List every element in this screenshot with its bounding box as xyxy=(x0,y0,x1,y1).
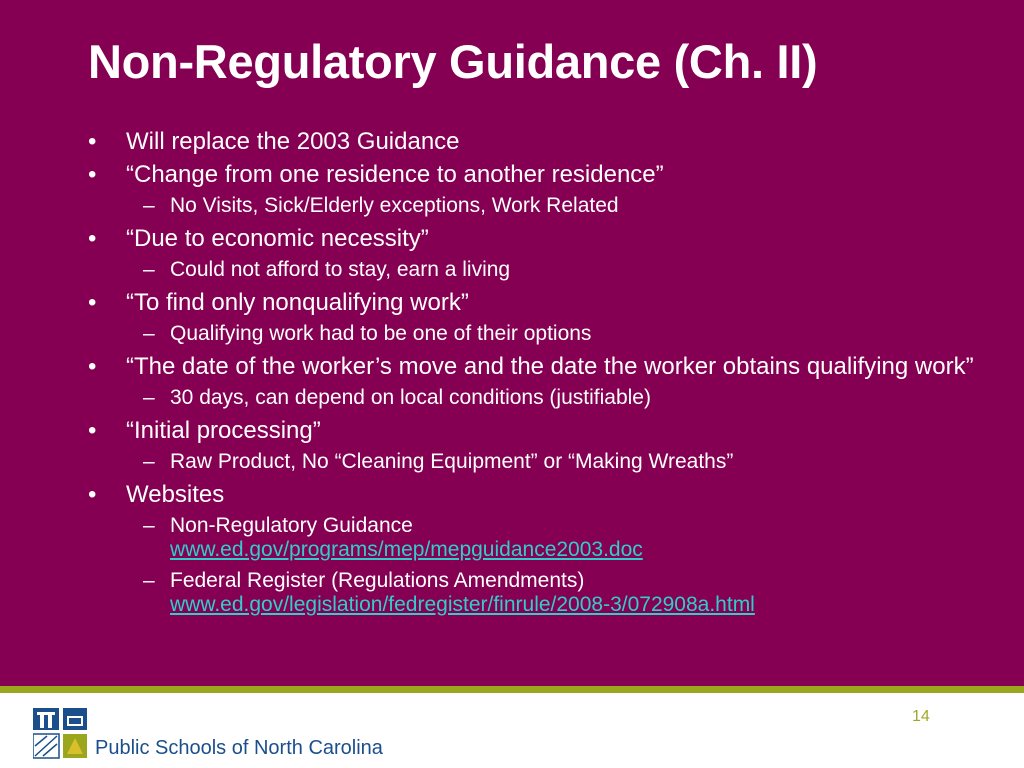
bullet-marker: • xyxy=(88,289,97,316)
bullet-item xyxy=(88,225,988,252)
website-item xyxy=(88,569,988,617)
sub-bullet-marker: – xyxy=(143,386,155,409)
website-item xyxy=(88,514,988,562)
guidance-link[interactable]: www.ed.gov/programs/mep/mepguidance2003.doc xyxy=(170,538,643,561)
bullet-text: “The date of the worker’s move and the date the worker obtains qualifying work” xyxy=(126,353,974,380)
bullet-item xyxy=(88,128,988,155)
federal-register-link[interactable]: www.ed.gov/legislation/fedregister/finrule/2008-3/072908a.html xyxy=(170,593,755,616)
slide-title: Non-Regulatory Guidance (Ch. II) xyxy=(88,35,818,88)
bullet-text: Will replace the 2003 Guidance xyxy=(126,128,460,155)
sub-bullet-marker: – xyxy=(143,194,155,217)
bullet-text: Websites xyxy=(126,481,225,508)
bullet-marker: • xyxy=(88,225,97,252)
bullet-item xyxy=(88,417,988,444)
bullet-text: “Change from one residence to another residence” xyxy=(126,161,664,188)
org-name: Public Schools of North Carolina xyxy=(95,737,383,759)
footer-band xyxy=(0,686,1024,693)
bullet-marker: • xyxy=(88,161,97,188)
sub-bullet-item xyxy=(88,386,988,410)
bullet-item xyxy=(88,353,988,380)
sub-bullet-text: 30 days, can depend on local conditions (justifiable) xyxy=(170,386,651,409)
bullet-list xyxy=(88,128,988,624)
page-number: 14 xyxy=(912,708,930,725)
sub-bullet-item xyxy=(88,450,988,474)
website-label: Non-Regulatory Guidance xyxy=(170,514,413,537)
nc-schools-logo-icon xyxy=(33,706,89,760)
bullet-marker: • xyxy=(88,481,97,508)
bullet-item xyxy=(88,289,988,316)
sub-bullet-marker: – xyxy=(143,569,155,592)
bullet-text: “To find only nonqualifying work” xyxy=(126,289,469,316)
sub-bullet-marker: – xyxy=(143,514,155,537)
sub-bullet-item xyxy=(88,194,988,218)
bullet-marker: • xyxy=(88,417,97,444)
website-label: Federal Register (Regulations Amendments) xyxy=(170,569,585,592)
bullet-item xyxy=(88,481,988,508)
sub-bullet-text: Qualifying work had to be one of their options xyxy=(170,322,592,345)
bullet-item xyxy=(88,161,988,188)
bullet-marker: • xyxy=(88,353,97,380)
sub-bullet-marker: – xyxy=(143,322,155,345)
sub-bullet-text: Could not afford to stay, earn a living xyxy=(170,258,511,281)
bullet-marker: • xyxy=(88,128,97,155)
sub-bullet-marker: – xyxy=(143,258,155,281)
sub-bullet-marker: – xyxy=(143,450,155,473)
sub-bullet-item xyxy=(88,258,988,282)
bullet-text: “Due to economic necessity” xyxy=(126,225,429,252)
sub-bullet-text: No Visits, Sick/Elderly exceptions, Work Related xyxy=(170,194,619,217)
bullet-text: “Initial processing” xyxy=(126,417,321,444)
sub-bullet-text: Raw Product, No “Cleaning Equipment” or “Making Wreaths” xyxy=(170,450,734,473)
sub-bullet-item xyxy=(88,322,988,346)
